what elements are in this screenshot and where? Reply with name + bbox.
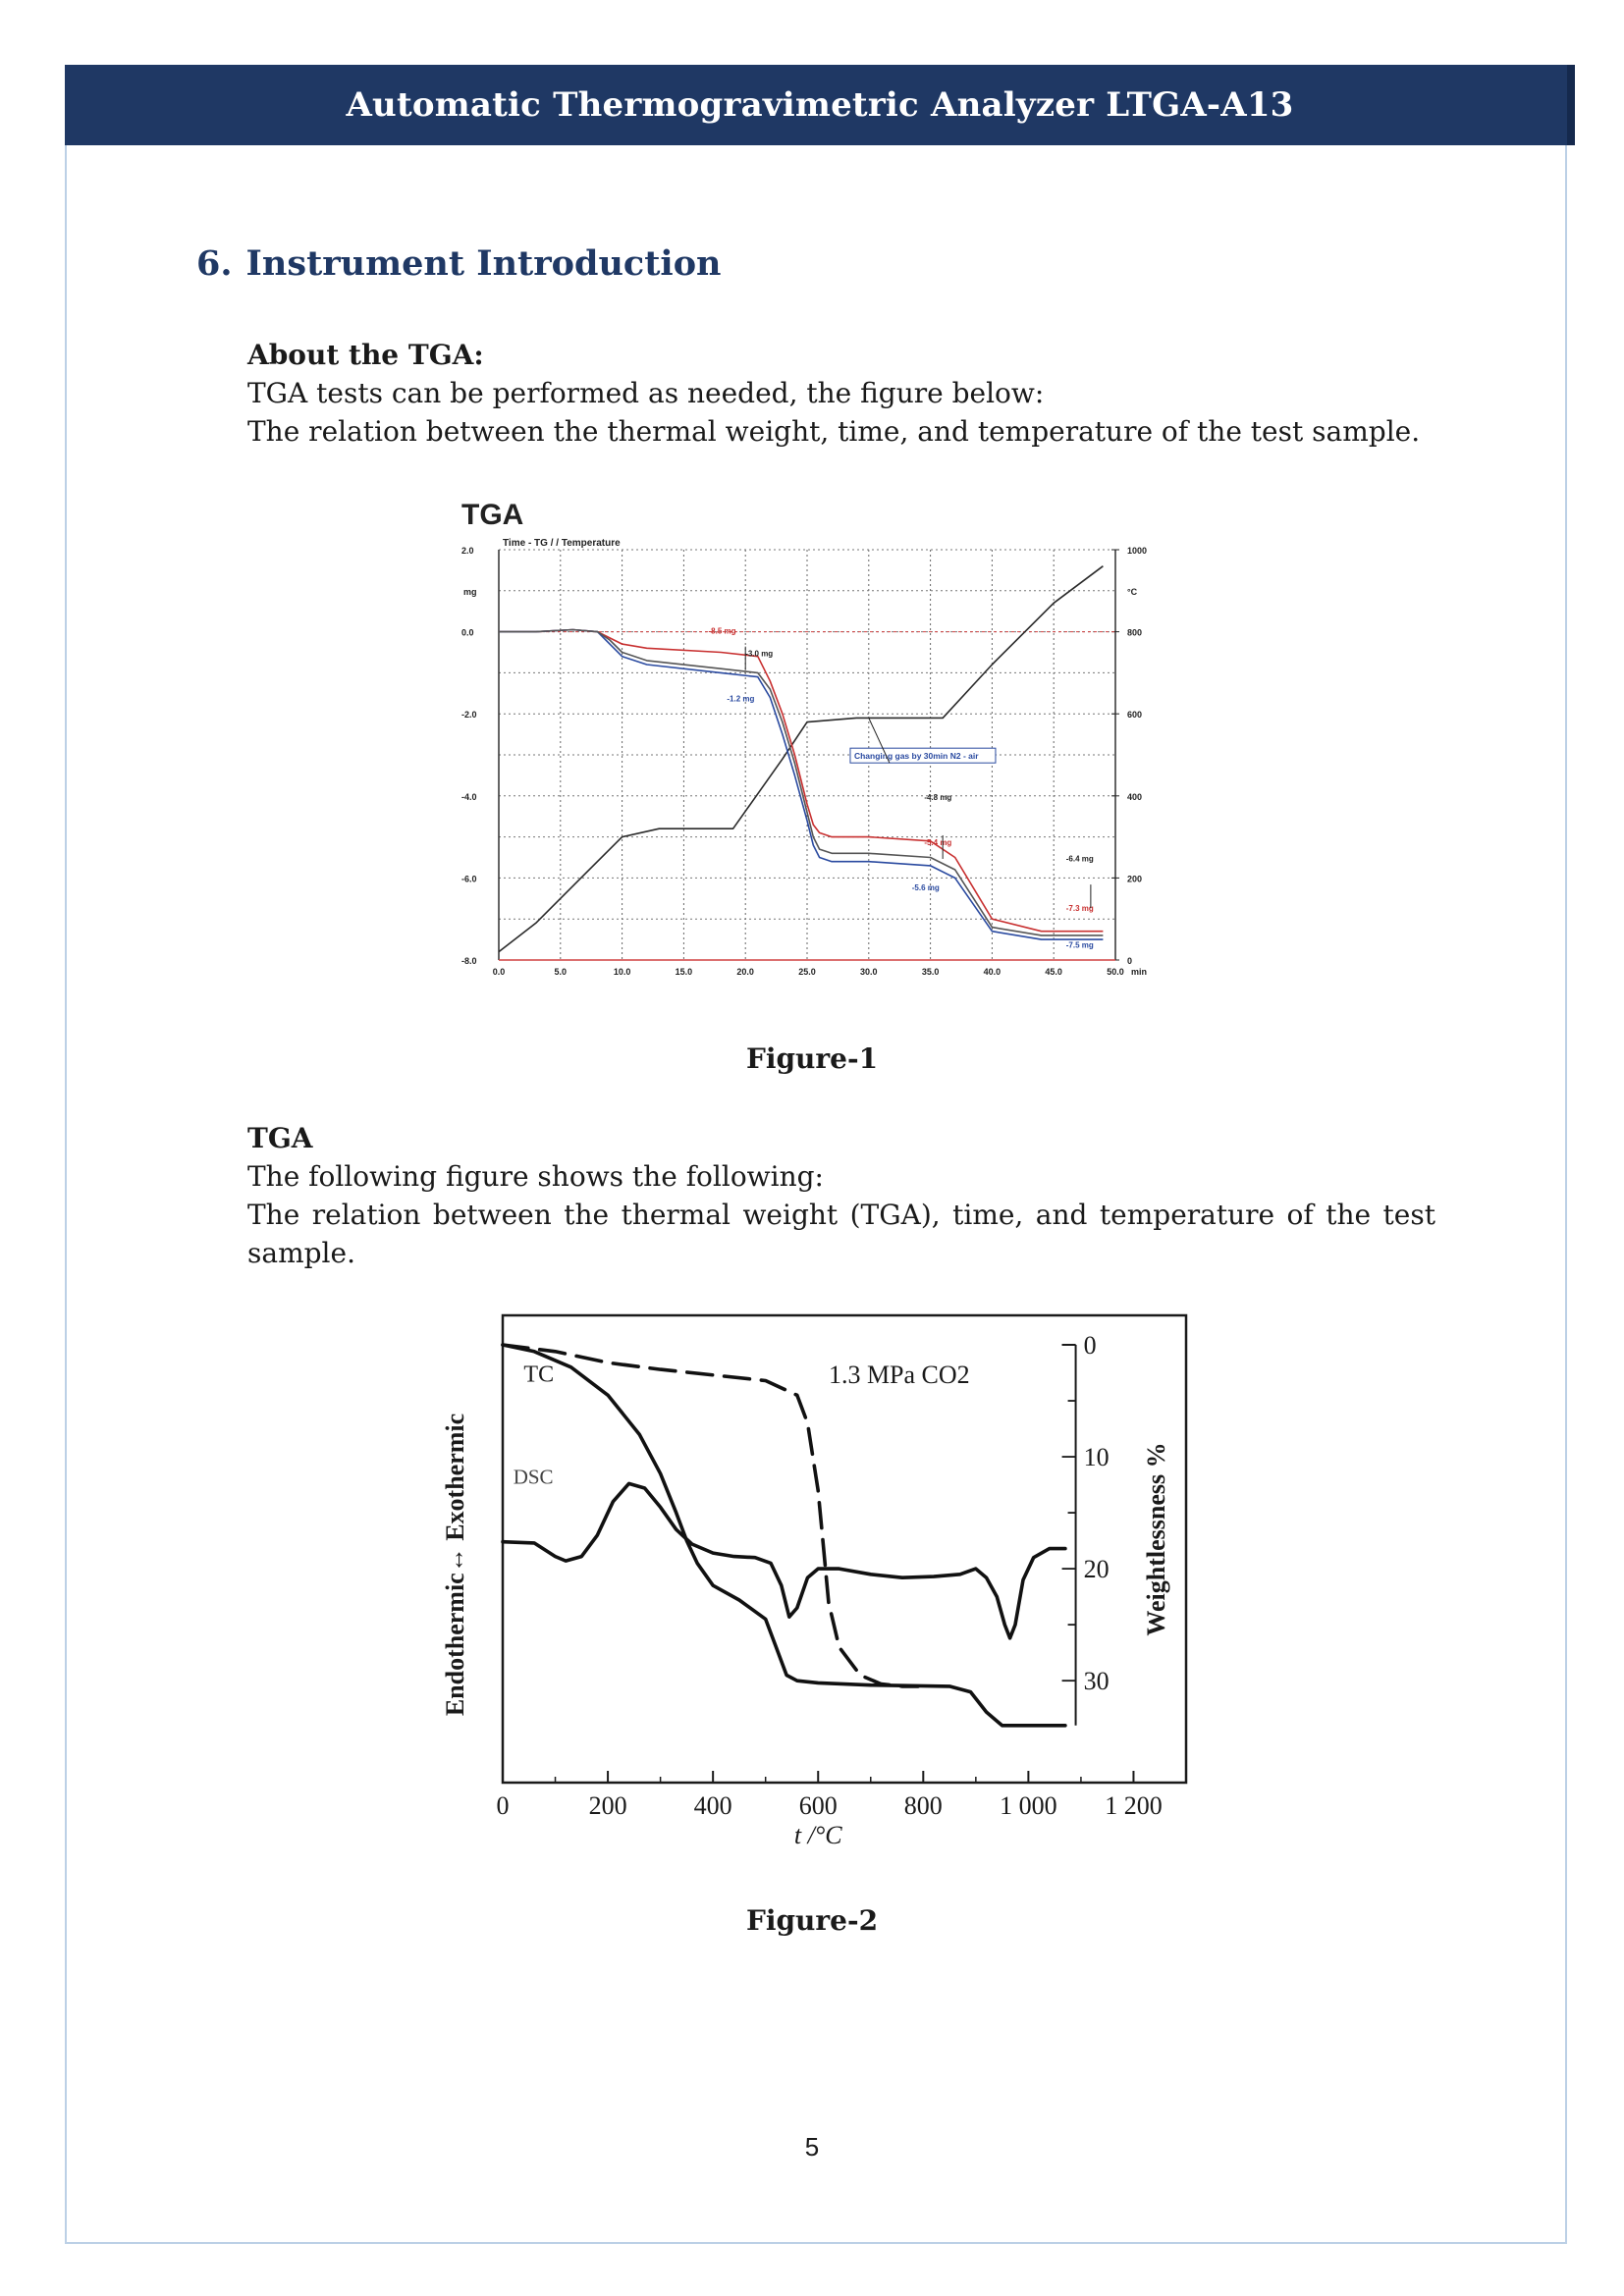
about-line-2: The relation between the thermal weight, time, and temperature of the test sample. — [247, 415, 1421, 448]
page-number: 5 — [804, 2132, 820, 2162]
x-tick-label: 50.0 — [1107, 967, 1124, 977]
tga-heading: TGA — [247, 1122, 313, 1154]
co2-label: 1.3 MPa CO2 — [828, 1360, 970, 1389]
x-tick-label: 25.0 — [798, 967, 816, 977]
x-tick-label: 35.0 — [921, 967, 940, 977]
chart-subtitle: Time - TG / / Temperature — [503, 538, 621, 549]
figure-1-chart — [448, 489, 1174, 999]
tga-line-1: The following figure shows the following: — [247, 1160, 824, 1193]
figure-1 — [448, 489, 1174, 999]
y-left-unit-label: mg — [463, 586, 477, 597]
about-heading: About the TGA: — [247, 339, 484, 371]
figure-1-background — [448, 489, 1174, 999]
y-left-tick-label: 0.0 — [461, 627, 474, 638]
y-left-tick-label: -2.0 — [461, 710, 477, 721]
banner-edge — [1567, 65, 1575, 145]
annotation-label: -1.2 mg — [727, 694, 755, 704]
x-tick-label: 600 — [798, 1791, 838, 1820]
figure-2-chart — [432, 1308, 1208, 1877]
annotation-label: -8.5 mg — [708, 626, 736, 636]
tga-block — [247, 1119, 1435, 1272]
y-right-tick-label: 800 — [1127, 627, 1143, 638]
x-tick-label: 1 200 — [1105, 1791, 1163, 1820]
annotation-label: -5.6 mg — [911, 882, 940, 892]
x-tick-label: 200 — [588, 1791, 627, 1820]
section-heading — [196, 243, 721, 284]
x-tick-label: 0 — [496, 1791, 510, 1820]
x-tick-label: 400 — [693, 1791, 732, 1820]
y-right-tick-label: 600 — [1127, 710, 1143, 721]
x-tick-label: 40.0 — [983, 967, 1001, 977]
annotation-label: -7.3 mg — [1065, 903, 1094, 913]
y-left-tick-label: -8.0 — [461, 956, 477, 966]
document-header-banner — [65, 65, 1575, 145]
x-tick-label: 5.0 — [554, 967, 568, 977]
y-left-tick-label: -6.0 — [461, 874, 477, 884]
x-tick-label: 800 — [903, 1791, 943, 1820]
x-tick-label: 10.0 — [613, 967, 631, 977]
dsc-label: DSC — [513, 1465, 554, 1489]
x-tick-label: 30.0 — [860, 967, 878, 977]
y-right-tick-label: 200 — [1127, 874, 1143, 884]
annotation-label: -6.4 mg — [1065, 854, 1094, 864]
figure-2-caption: Figure-2 — [745, 1904, 879, 1937]
x-tick-label: 20.0 — [736, 967, 754, 977]
weight-tick-label: 20 — [1083, 1555, 1110, 1584]
weight-tick-label: 30 — [1083, 1667, 1110, 1696]
y-left-tick-label: -4.0 — [461, 791, 477, 802]
figure-2 — [432, 1308, 1208, 1877]
section-title: Instrument Introduction — [245, 243, 722, 284]
y-right-tick-label: 400 — [1127, 791, 1143, 802]
chart-title: TGA — [461, 499, 524, 531]
about-line-1: TGA tests can be performed as needed, the figure below: — [247, 377, 1045, 409]
x-tick-label: 0.0 — [492, 967, 506, 977]
y-left-tick-label: 2.0 — [461, 546, 474, 556]
y-right-axis-label: Weightlessness % — [1142, 1442, 1170, 1636]
x-tick-label: 1 000 — [1000, 1791, 1057, 1820]
about-block — [247, 336, 1420, 451]
x-unit-label: min — [1131, 967, 1148, 977]
figure-1-caption: Figure-1 — [745, 1042, 879, 1075]
y-right-tick-label: 1000 — [1127, 546, 1148, 556]
weight-tick-label: 0 — [1083, 1331, 1097, 1360]
x-tick-label: 15.0 — [675, 967, 693, 977]
annotation-gas-change: Changing gas by 30min N2 - air — [853, 751, 979, 762]
x-axis-label: t /°C — [793, 1821, 842, 1849]
y-right-tick-label: 0 — [1127, 956, 1133, 966]
y-left-axis-label: Endothermic↔ Exothermic — [441, 1413, 469, 1717]
annotation-label: -4.8 mg — [924, 792, 952, 802]
weight-tick-label: 10 — [1083, 1443, 1110, 1472]
x-tick-label: 45.0 — [1045, 967, 1062, 977]
y-right-unit-label: °C — [1127, 586, 1138, 597]
section-number: 6. — [196, 243, 233, 284]
annotation-label: -7.5 mg — [1065, 940, 1094, 950]
document-title: Automatic Thermogravimetric Analyzer LTGA-A13 — [346, 85, 1294, 125]
tga-line-2: The relation between the thermal weight (TGA), time, and temperature of the test sample. — [247, 1199, 1435, 1269]
tc-label: TC — [523, 1362, 555, 1388]
annotation-label: -3.0 mg — [745, 649, 774, 659]
annotation-label: -5.4 mg — [924, 837, 952, 847]
